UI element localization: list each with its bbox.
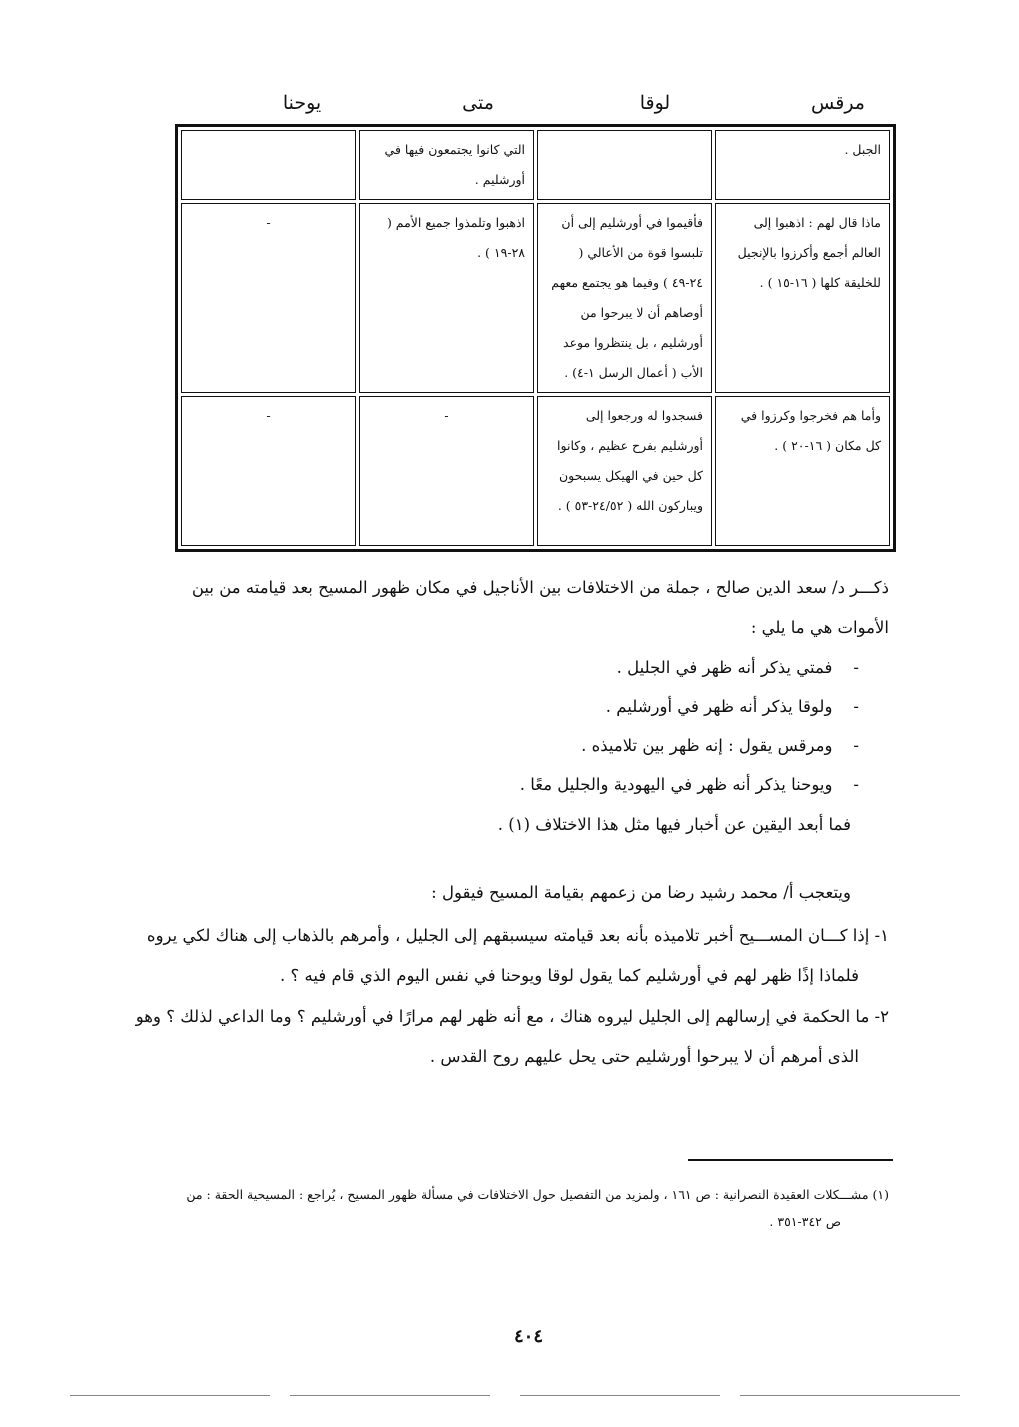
cell-luke	[537, 130, 712, 200]
dash: -	[444, 408, 449, 423]
cell-john	[181, 203, 356, 393]
cell-luke: فسجدوا له ورجعوا إلى أورشليم بفرح عظيم ، وكانوا كل حين في الهيكل يسبحون ويباركون الله ( ٢٤/٥٢-٥٣ ) .	[537, 396, 712, 546]
conclusion: فما أبعد اليقين عن أخبار فيها مثل هذا الاختلاف (١) .	[497, 815, 851, 834]
bullet-text: ويوحنا يذكر أنه ظهر في اليهودية والجليل معًا .	[519, 775, 833, 794]
bullet-mark: -	[853, 658, 859, 677]
paragraph-line: ويتعجب أ/ محمد رشيد رضا من زعمهم بقيامة المسيح فيقول :	[431, 883, 851, 902]
bullet-item	[617, 658, 859, 677]
paragraph-line: ذكـــر د/ سعد الدين صالح ، جملة من الاختلافات بين الأناجيل في مكان ظهور المسيح بعد قيامته من بين	[191, 578, 889, 597]
bullet-item	[520, 775, 859, 794]
scan-edge-line	[520, 1395, 720, 1396]
footnote-line: (١) مشـــكلات العقيدة النصرانية : ص ١٦١ ، ولمزيد من التفصيل حول الاختلافات في مسألة ظهور المسيح ، يُراجع : المسيحية الحقة : من	[186, 1187, 889, 1202]
scan-edge-line	[290, 1395, 490, 1396]
header-mark: مرقس	[811, 92, 865, 114]
bullet-text: ولوقا يذكر أنه ظهر في أورشليم .	[605, 697, 833, 716]
table-row	[181, 203, 890, 393]
cell-john	[181, 396, 356, 546]
header-john: يوحنا	[282, 92, 322, 114]
bullet-item	[606, 697, 859, 716]
bullet-text: فمتي يذكر أنه ظهر في الجليل .	[616, 658, 833, 677]
dash: -	[266, 215, 271, 230]
paragraph-line: الأموات هي ما يلي :	[750, 618, 889, 637]
cell-john	[181, 130, 356, 200]
table-row	[181, 130, 890, 200]
cell-luke: فأقيموا في أورشليم إلى أن تلبسوا قوة من الأعالي ( ٢٤-٤٩ ) وفيما هو يجتمع معهم أوصاهم أن لا يبرحوا من أورشليم ، بل ينتظروا موعد الأب ( أعمال الرسل ١-٤) .	[537, 203, 712, 393]
bullet-mark: -	[853, 697, 859, 716]
cell-mark: وأما هم فخرجوا وكرزوا في كل مكان ( ١٦-٢٠ ) .	[715, 396, 890, 546]
question-line: فلماذا إذًا ظهر لهم في أورشليم كما يقول لوقا ويوحنا في نفس اليوم الذي قام فيه ؟ .	[280, 966, 859, 985]
footnote-line: ص ٣٤٢-٣٥١ .	[769, 1214, 841, 1229]
dash: -	[266, 408, 271, 423]
bullet-item	[581, 736, 859, 755]
footnote-divider	[688, 1159, 893, 1161]
question-line: ٢- ما الحكمة في إرسالهم إلى الجليل ليروه هناك ، مع أنه ظهر لهم مرارًا في أورشليم ؟ وما الداعي لذلك ؟ وهو	[135, 1007, 889, 1026]
question-line: الذى أمرهم أن لا يبرحوا أورشليم حتى يحل عليهم روح القدس .	[429, 1047, 859, 1066]
table-row	[181, 396, 890, 546]
header-luke: لوقا	[639, 92, 671, 114]
bullet-mark: -	[853, 775, 859, 794]
scan-edge-line	[70, 1395, 270, 1396]
cell-matthew: اذهبوا وتلمذوا جميع الأمم ( ٢٨-١٩ ) .	[359, 203, 534, 393]
question-line: ١- إذا كـــان المســـيح أخبر تلاميذه بأنه بعد قيامته سيسبقهم إلى الجليل ، وأمرهم بالذهاب إلى هناك لكي يروه	[146, 926, 889, 945]
header-matthew: متى	[462, 92, 494, 114]
page-number: ٤٠٤	[514, 1326, 544, 1347]
cell-mark: ماذا قال لهم : اذهبوا إلى العالم أجمع وأكرزوا بالإنجيل للخليقة كلها ( ١٦-١٥ ) .	[715, 203, 890, 393]
bullet-mark: -	[853, 736, 859, 755]
cell-mark: الجبل .	[715, 130, 890, 200]
bullet-text: ومرقس يقول : إنه ظهر بين تلاميذه .	[581, 736, 833, 755]
gospels-table	[175, 124, 896, 552]
cell-matthew: التي كانوا يجتمعون فيها في أورشليم .	[359, 130, 534, 200]
scan-edge-line	[740, 1395, 960, 1396]
cell-matthew	[359, 396, 534, 546]
